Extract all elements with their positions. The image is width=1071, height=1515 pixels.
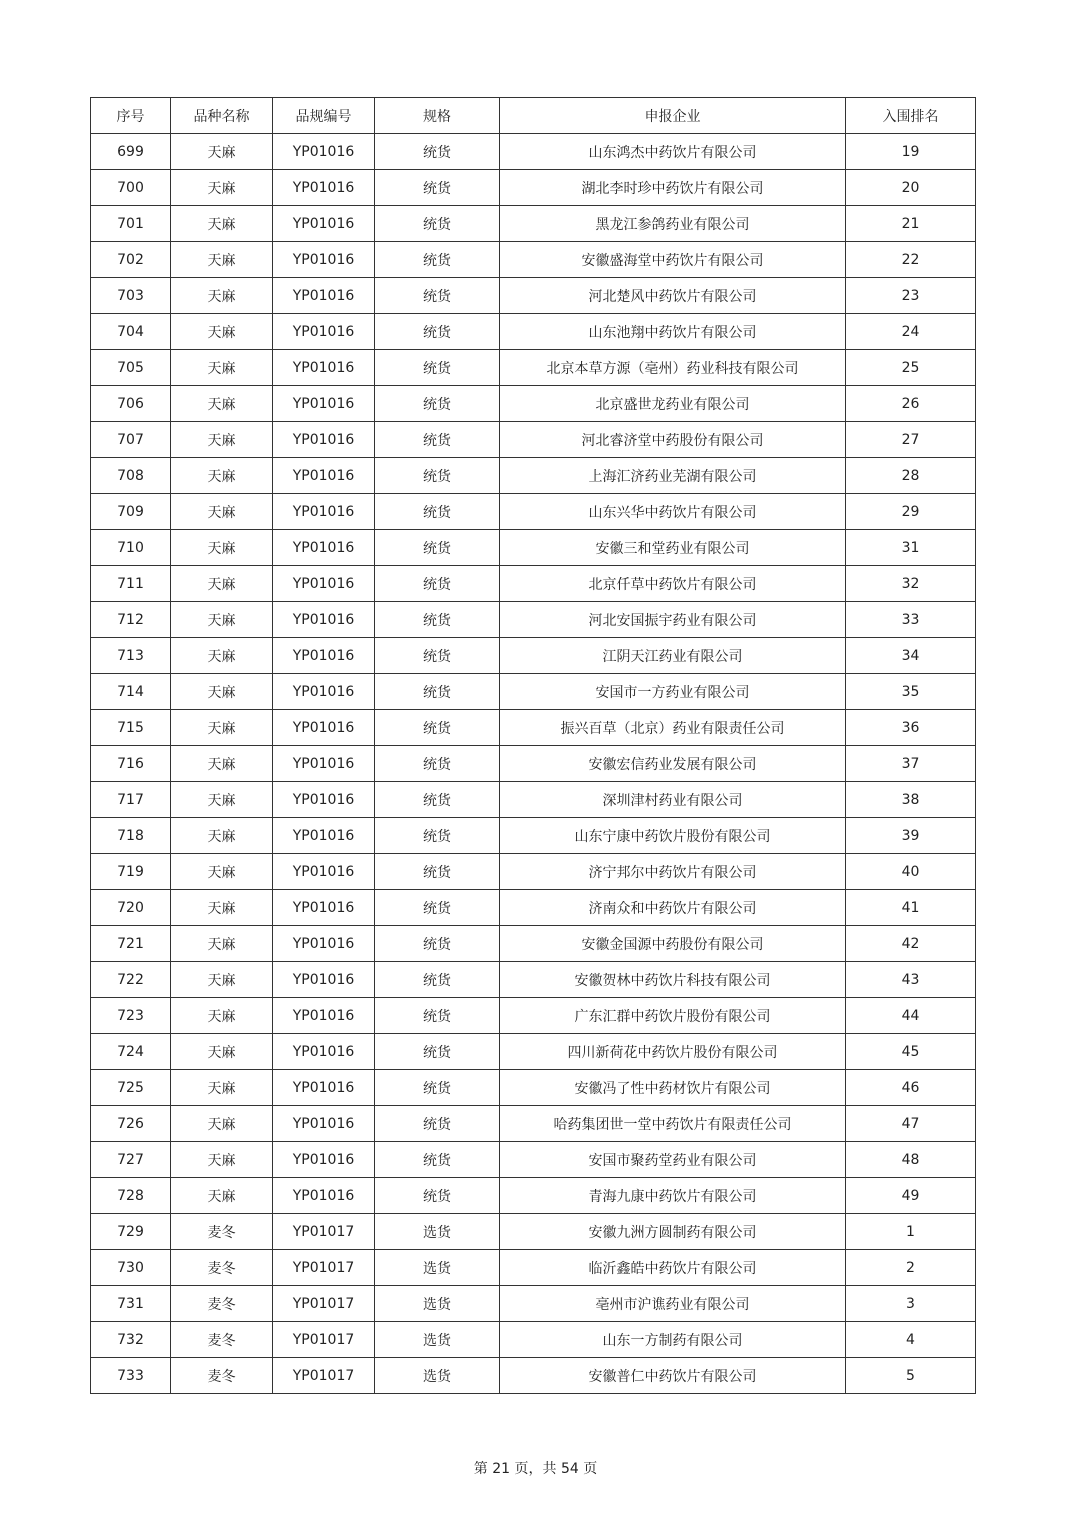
- cell-variety-name: 麦冬: [171, 1250, 273, 1286]
- cell-variety-name: 天麻: [171, 854, 273, 890]
- table-row: [91, 1178, 976, 1214]
- table-row: [91, 350, 976, 386]
- cell-company: 安国市一方药业有限公司: [500, 674, 846, 710]
- cell-rank: 4: [846, 1322, 976, 1358]
- cell-variety-name: 天麻: [171, 638, 273, 674]
- cell-specification: 统货: [375, 638, 500, 674]
- cell-specification: 统货: [375, 530, 500, 566]
- cell-rank: 29: [846, 494, 976, 530]
- cell-company: 安徽冯了性中药材饮片有限公司: [500, 1070, 846, 1106]
- cell-spec-code: YP01016: [273, 314, 375, 350]
- cell-company: 安徽盛海堂中药饮片有限公司: [500, 242, 846, 278]
- cell-spec-code: YP01016: [273, 1034, 375, 1070]
- cell-index: 700: [91, 170, 171, 206]
- cell-spec-code: YP01017: [273, 1286, 375, 1322]
- cell-specification: 统货: [375, 566, 500, 602]
- cell-variety-name: 天麻: [171, 674, 273, 710]
- cell-company: 安徽宏信药业发展有限公司: [500, 746, 846, 782]
- cell-variety-name: 天麻: [171, 350, 273, 386]
- cell-company: 山东池翔中药饮片有限公司: [500, 314, 846, 350]
- cell-index: 729: [91, 1214, 171, 1250]
- cell-spec-code: YP01016: [273, 566, 375, 602]
- cell-specification: 统货: [375, 926, 500, 962]
- cell-spec-code: YP01016: [273, 782, 375, 818]
- cell-specification: 统货: [375, 422, 500, 458]
- cell-variety-name: 天麻: [171, 422, 273, 458]
- cell-index: 733: [91, 1358, 171, 1394]
- cell-company: 山东一方制药有限公司: [500, 1322, 846, 1358]
- cell-company: 济南众和中药饮片有限公司: [500, 890, 846, 926]
- cell-specification: 统货: [375, 170, 500, 206]
- cell-company: 山东宁康中药饮片股份有限公司: [500, 818, 846, 854]
- cell-rank: 32: [846, 566, 976, 602]
- cell-company: 上海汇济药业芜湖有限公司: [500, 458, 846, 494]
- cell-rank: 45: [846, 1034, 976, 1070]
- cell-specification: 统货: [375, 1034, 500, 1070]
- cell-specification: 统货: [375, 494, 500, 530]
- cell-spec-code: YP01017: [273, 1358, 375, 1394]
- cell-spec-code: YP01016: [273, 458, 375, 494]
- cell-rank: 43: [846, 962, 976, 998]
- cell-company: 深圳津村药业有限公司: [500, 782, 846, 818]
- table-row: [91, 926, 976, 962]
- table-row: [91, 782, 976, 818]
- cell-rank: 40: [846, 854, 976, 890]
- cell-spec-code: YP01016: [273, 1070, 375, 1106]
- cell-index: 720: [91, 890, 171, 926]
- cell-index: 699: [91, 134, 171, 170]
- cell-variety-name: 天麻: [171, 1106, 273, 1142]
- cell-variety-name: 天麻: [171, 134, 273, 170]
- cell-rank: 35: [846, 674, 976, 710]
- table-row: [91, 710, 976, 746]
- cell-specification: 选货: [375, 1358, 500, 1394]
- cell-rank: 34: [846, 638, 976, 674]
- cell-rank: 42: [846, 926, 976, 962]
- cell-index: 703: [91, 278, 171, 314]
- header-company: 申报企业: [500, 98, 846, 134]
- cell-variety-name: 天麻: [171, 926, 273, 962]
- cell-specification: 统货: [375, 206, 500, 242]
- cell-index: 718: [91, 818, 171, 854]
- table-row: [91, 134, 976, 170]
- cell-index: 732: [91, 1322, 171, 1358]
- cell-index: 701: [91, 206, 171, 242]
- cell-rank: 36: [846, 710, 976, 746]
- cell-variety-name: 天麻: [171, 962, 273, 998]
- cell-specification: 统货: [375, 746, 500, 782]
- cell-index: 710: [91, 530, 171, 566]
- cell-rank: 20: [846, 170, 976, 206]
- table-row: [91, 530, 976, 566]
- table-row: [91, 494, 976, 530]
- cell-index: 727: [91, 1142, 171, 1178]
- cell-spec-code: YP01016: [273, 710, 375, 746]
- cell-index: 714: [91, 674, 171, 710]
- header-spec-code: 品规编号: [273, 98, 375, 134]
- cell-specification: 统货: [375, 998, 500, 1034]
- cell-rank: 38: [846, 782, 976, 818]
- table-row: [91, 422, 976, 458]
- cell-company: 哈药集团世一堂中药饮片有限责任公司: [500, 1106, 846, 1142]
- cell-index: 711: [91, 566, 171, 602]
- cell-spec-code: YP01016: [273, 998, 375, 1034]
- cell-variety-name: 天麻: [171, 1142, 273, 1178]
- cell-index: 704: [91, 314, 171, 350]
- table-row: [91, 386, 976, 422]
- cell-variety-name: 麦冬: [171, 1358, 273, 1394]
- cell-variety-name: 天麻: [171, 494, 273, 530]
- cell-company: 振兴百草（北京）药业有限责任公司: [500, 710, 846, 746]
- cell-spec-code: YP01016: [273, 386, 375, 422]
- cell-spec-code: YP01017: [273, 1214, 375, 1250]
- cell-company: 亳州市沪谯药业有限公司: [500, 1286, 846, 1322]
- cell-variety-name: 天麻: [171, 818, 273, 854]
- cell-rank: 41: [846, 890, 976, 926]
- cell-specification: 统货: [375, 602, 500, 638]
- cell-variety-name: 天麻: [171, 1034, 273, 1070]
- cell-spec-code: YP01017: [273, 1250, 375, 1286]
- table-row: [91, 1214, 976, 1250]
- cell-company: 四川新荷花中药饮片股份有限公司: [500, 1034, 846, 1070]
- table-row: [91, 1070, 976, 1106]
- cell-rank: 25: [846, 350, 976, 386]
- cell-rank: 23: [846, 278, 976, 314]
- cell-spec-code: YP01016: [273, 134, 375, 170]
- cell-index: 715: [91, 710, 171, 746]
- cell-specification: 统货: [375, 350, 500, 386]
- cell-spec-code: YP01016: [273, 206, 375, 242]
- cell-specification: 统货: [375, 134, 500, 170]
- table-row: [91, 458, 976, 494]
- cell-rank: 31: [846, 530, 976, 566]
- cell-specification: 统货: [375, 674, 500, 710]
- table-row: [91, 638, 976, 674]
- cell-variety-name: 天麻: [171, 386, 273, 422]
- cell-rank: 49: [846, 1178, 976, 1214]
- cell-spec-code: YP01016: [273, 278, 375, 314]
- cell-spec-code: YP01017: [273, 1322, 375, 1358]
- cell-specification: 统货: [375, 710, 500, 746]
- cell-specification: 统货: [375, 1142, 500, 1178]
- cell-spec-code: YP01016: [273, 530, 375, 566]
- table-row: [91, 170, 976, 206]
- cell-index: 731: [91, 1286, 171, 1322]
- cell-variety-name: 天麻: [171, 1070, 273, 1106]
- cell-specification: 统货: [375, 1178, 500, 1214]
- cell-company: 临沂鑫皓中药饮片有限公司: [500, 1250, 846, 1286]
- cell-specification: 统货: [375, 386, 500, 422]
- table-row: [91, 1358, 976, 1394]
- cell-rank: 37: [846, 746, 976, 782]
- cell-index: 713: [91, 638, 171, 674]
- cell-rank: 44: [846, 998, 976, 1034]
- cell-variety-name: 天麻: [171, 170, 273, 206]
- cell-spec-code: YP01016: [273, 422, 375, 458]
- table-body: [91, 134, 976, 1394]
- cell-spec-code: YP01016: [273, 638, 375, 674]
- cell-company: 河北安国振宇药业有限公司: [500, 602, 846, 638]
- cell-spec-code: YP01016: [273, 494, 375, 530]
- cell-variety-name: 天麻: [171, 890, 273, 926]
- cell-index: 706: [91, 386, 171, 422]
- cell-spec-code: YP01016: [273, 746, 375, 782]
- table-row: [91, 818, 976, 854]
- cell-company: 北京本草方源（亳州）药业科技有限公司: [500, 350, 846, 386]
- cell-company: 河北楚风中药饮片有限公司: [500, 278, 846, 314]
- cell-specification: 统货: [375, 242, 500, 278]
- cell-index: 719: [91, 854, 171, 890]
- cell-company: 安徽三和堂药业有限公司: [500, 530, 846, 566]
- cell-index: 716: [91, 746, 171, 782]
- cell-index: 724: [91, 1034, 171, 1070]
- cell-rank: 1: [846, 1214, 976, 1250]
- cell-index: 705: [91, 350, 171, 386]
- cell-specification: 统货: [375, 1070, 500, 1106]
- cell-specification: 统货: [375, 890, 500, 926]
- cell-rank: 39: [846, 818, 976, 854]
- cell-company: 安徽九洲方圆制药有限公司: [500, 1214, 846, 1250]
- cell-specification: 统货: [375, 962, 500, 998]
- cell-variety-name: 天麻: [171, 278, 273, 314]
- cell-company: 广东汇群中药饮片股份有限公司: [500, 998, 846, 1034]
- cell-spec-code: YP01016: [273, 1106, 375, 1142]
- table-row: [91, 314, 976, 350]
- table-row: [91, 1034, 976, 1070]
- cell-specification: 统货: [375, 1106, 500, 1142]
- cell-variety-name: 麦冬: [171, 1214, 273, 1250]
- cell-company: 安徽普仁中药饮片有限公司: [500, 1358, 846, 1394]
- cell-rank: 46: [846, 1070, 976, 1106]
- cell-rank: 48: [846, 1142, 976, 1178]
- table-row: [91, 854, 976, 890]
- header-index: 序号: [91, 98, 171, 134]
- cell-company: 江阴天江药业有限公司: [500, 638, 846, 674]
- header-specification: 规格: [375, 98, 500, 134]
- cell-variety-name: 天麻: [171, 530, 273, 566]
- table-row: [91, 1286, 976, 1322]
- cell-index: 712: [91, 602, 171, 638]
- cell-company: 青海九康中药饮片有限公司: [500, 1178, 846, 1214]
- table-row: [91, 242, 976, 278]
- cell-spec-code: YP01016: [273, 1142, 375, 1178]
- cell-rank: 33: [846, 602, 976, 638]
- cell-specification: 统货: [375, 854, 500, 890]
- cell-company: 北京盛世龙药业有限公司: [500, 386, 846, 422]
- cell-spec-code: YP01016: [273, 818, 375, 854]
- cell-company: 北京仟草中药饮片有限公司: [500, 566, 846, 602]
- results-table: [90, 97, 976, 1394]
- cell-spec-code: YP01016: [273, 854, 375, 890]
- cell-spec-code: YP01016: [273, 242, 375, 278]
- cell-spec-code: YP01016: [273, 602, 375, 638]
- table-row: [91, 1322, 976, 1358]
- cell-variety-name: 天麻: [171, 206, 273, 242]
- cell-index: 723: [91, 998, 171, 1034]
- cell-variety-name: 天麻: [171, 782, 273, 818]
- cell-spec-code: YP01016: [273, 962, 375, 998]
- table-row: [91, 1250, 976, 1286]
- table-row: [91, 1106, 976, 1142]
- cell-spec-code: YP01016: [273, 350, 375, 386]
- cell-variety-name: 天麻: [171, 746, 273, 782]
- cell-spec-code: YP01016: [273, 170, 375, 206]
- cell-rank: 3: [846, 1286, 976, 1322]
- cell-variety-name: 麦冬: [171, 1286, 273, 1322]
- cell-rank: 24: [846, 314, 976, 350]
- cell-rank: 27: [846, 422, 976, 458]
- cell-rank: 26: [846, 386, 976, 422]
- cell-company: 山东鸿杰中药饮片有限公司: [500, 134, 846, 170]
- cell-rank: 2: [846, 1250, 976, 1286]
- table-row: [91, 962, 976, 998]
- cell-specification: 统货: [375, 818, 500, 854]
- cell-variety-name: 天麻: [171, 710, 273, 746]
- cell-specification: 选货: [375, 1250, 500, 1286]
- cell-rank: 19: [846, 134, 976, 170]
- cell-company: 黑龙江参鸽药业有限公司: [500, 206, 846, 242]
- cell-variety-name: 麦冬: [171, 1322, 273, 1358]
- cell-index: 728: [91, 1178, 171, 1214]
- cell-index: 730: [91, 1250, 171, 1286]
- table-row: [91, 1142, 976, 1178]
- cell-variety-name: 天麻: [171, 602, 273, 638]
- cell-company: 济宁邦尔中药饮片有限公司: [500, 854, 846, 890]
- cell-specification: 统货: [375, 458, 500, 494]
- table-row: [91, 602, 976, 638]
- cell-company: 湖北李时珍中药饮片有限公司: [500, 170, 846, 206]
- cell-spec-code: YP01016: [273, 674, 375, 710]
- cell-rank: 47: [846, 1106, 976, 1142]
- cell-spec-code: YP01016: [273, 890, 375, 926]
- table-row: [91, 674, 976, 710]
- cell-index: 722: [91, 962, 171, 998]
- header-rank: 入围排名: [846, 98, 976, 134]
- cell-rank: 21: [846, 206, 976, 242]
- cell-company: 安徽金国源中药股份有限公司: [500, 926, 846, 962]
- table-header-row: [91, 98, 976, 134]
- cell-index: 702: [91, 242, 171, 278]
- cell-index: 708: [91, 458, 171, 494]
- cell-specification: 选货: [375, 1286, 500, 1322]
- cell-specification: 统货: [375, 782, 500, 818]
- table-row: [91, 746, 976, 782]
- cell-specification: 选货: [375, 1322, 500, 1358]
- header-variety-name: 品种名称: [171, 98, 273, 134]
- cell-rank: 22: [846, 242, 976, 278]
- table-row: [91, 998, 976, 1034]
- table-row: [91, 278, 976, 314]
- cell-index: 717: [91, 782, 171, 818]
- cell-company: 山东兴华中药饮片有限公司: [500, 494, 846, 530]
- cell-variety-name: 天麻: [171, 314, 273, 350]
- cell-index: 709: [91, 494, 171, 530]
- cell-rank: 28: [846, 458, 976, 494]
- table-row: [91, 566, 976, 602]
- cell-company: 安国市聚药堂药业有限公司: [500, 1142, 846, 1178]
- cell-variety-name: 天麻: [171, 458, 273, 494]
- cell-index: 725: [91, 1070, 171, 1106]
- table-row: [91, 206, 976, 242]
- cell-index: 721: [91, 926, 171, 962]
- cell-variety-name: 天麻: [171, 1178, 273, 1214]
- cell-specification: 统货: [375, 314, 500, 350]
- cell-spec-code: YP01016: [273, 926, 375, 962]
- cell-company: 安徽贺林中药饮片科技有限公司: [500, 962, 846, 998]
- cell-specification: 统货: [375, 278, 500, 314]
- cell-index: 707: [91, 422, 171, 458]
- cell-rank: 5: [846, 1358, 976, 1394]
- cell-index: 726: [91, 1106, 171, 1142]
- cell-variety-name: 天麻: [171, 998, 273, 1034]
- cell-variety-name: 天麻: [171, 566, 273, 602]
- page-number-footer: 第 21 页，共 54 页: [473, 1461, 598, 1477]
- cell-spec-code: YP01016: [273, 1178, 375, 1214]
- cell-company: 河北睿济堂中药股份有限公司: [500, 422, 846, 458]
- cell-variety-name: 天麻: [171, 242, 273, 278]
- table-row: [91, 890, 976, 926]
- cell-specification: 选货: [375, 1214, 500, 1250]
